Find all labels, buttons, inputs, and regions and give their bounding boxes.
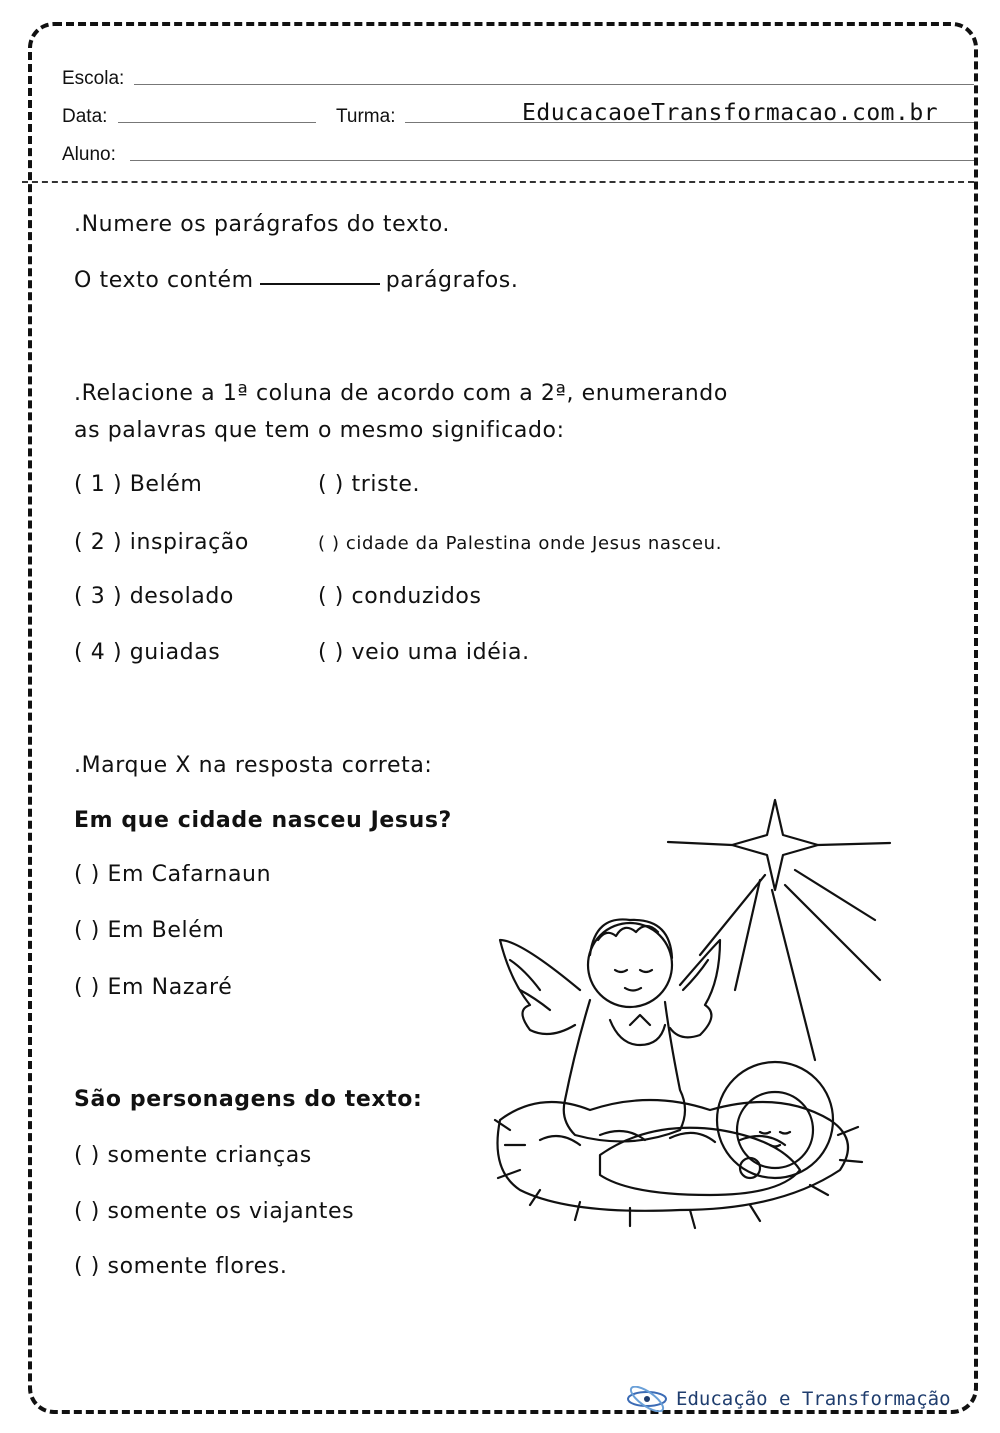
aluno-field[interactable] xyxy=(130,160,974,161)
q2-right-item[interactable]: ( ) triste. xyxy=(318,472,421,497)
header-separator xyxy=(22,181,974,183)
q3-option[interactable]: ( ) Em Nazaré xyxy=(74,975,233,1000)
q2-instruction-line2: as palavras que tem o mesmo significado: xyxy=(74,418,565,443)
escola-label: Escola: xyxy=(62,68,125,89)
q2-right-item[interactable]: ( ) conduzidos xyxy=(318,584,482,609)
footer-brand-text: Educação e Transformação xyxy=(676,1388,951,1410)
aluno-label: Aluno: xyxy=(62,144,116,165)
q4-question: São personagens do texto: xyxy=(74,1087,423,1112)
q3-instruction: .Marque X na resposta correta: xyxy=(74,753,433,778)
q2-left-item[interactable]: ( 4 ) guiadas xyxy=(74,640,221,665)
nativity-illustration xyxy=(480,790,900,1260)
data-field[interactable] xyxy=(118,122,316,123)
q2-left-item[interactable]: ( 2 ) inspiração xyxy=(74,530,249,555)
atom-logo-icon xyxy=(626,1386,668,1412)
q2-left-item[interactable]: ( 3 ) desolado xyxy=(74,584,234,609)
q1-blank-answer[interactable] xyxy=(260,283,380,285)
website-text: EducacaoeTransformacao.com.br xyxy=(522,100,939,126)
turma-label: Turma: xyxy=(336,106,396,127)
q4-option[interactable]: ( ) somente crianças xyxy=(74,1143,312,1168)
q3-question: Em que cidade nasceu Jesus? xyxy=(74,808,452,833)
q2-right-item[interactable]: ( ) veio uma idéia. xyxy=(318,640,530,665)
q1-prefix: O texto contém xyxy=(74,268,254,293)
q2-instruction-line1: .Relacione a 1ª coluna de acordo com a 2ª, enumerando xyxy=(74,381,728,406)
footer-brand xyxy=(626,1386,951,1412)
q2-left-item[interactable]: ( 1 ) Belém xyxy=(74,472,203,497)
q1-instruction: .Numere os parágrafos do texto. xyxy=(74,212,450,237)
data-label: Data: xyxy=(62,106,108,127)
q4-option[interactable]: ( ) somente flores. xyxy=(74,1254,288,1279)
q1-suffix: parágrafos. xyxy=(385,268,519,293)
q1-sentence xyxy=(74,268,518,293)
q3-option[interactable]: ( ) Em Belém xyxy=(74,918,225,943)
q2-right-item[interactable]: ( ) cidade da Palestina onde Jesus nasceu. xyxy=(318,533,723,554)
q3-option[interactable]: ( ) Em Cafarnaun xyxy=(74,862,272,887)
q4-option[interactable]: ( ) somente os viajantes xyxy=(74,1199,355,1224)
escola-field[interactable] xyxy=(134,84,974,85)
